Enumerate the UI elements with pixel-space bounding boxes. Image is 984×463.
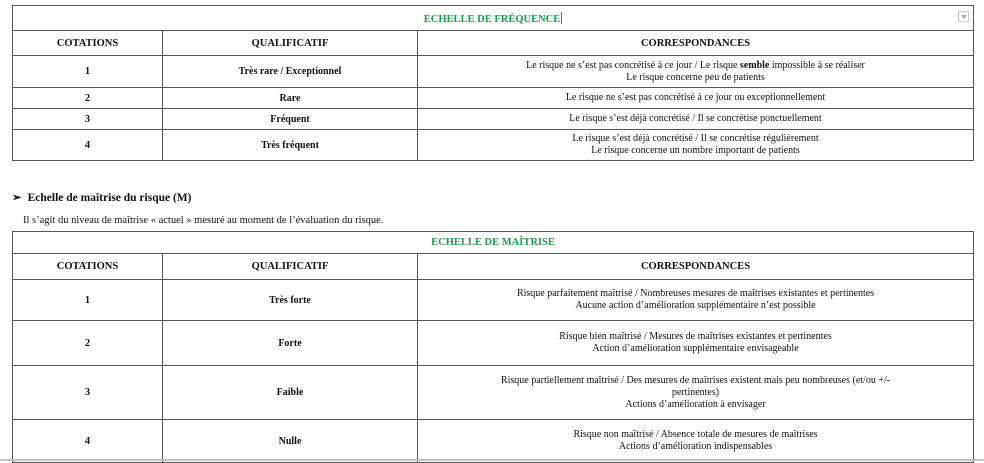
header-correspondances: CORRESPONDANCES [418,254,974,280]
header-cotations: COTATIONS [13,254,163,280]
chevron-down-icon[interactable] [958,11,969,22]
header-correspondances: CORRESPONDANCES [418,31,974,56]
mastery-table [12,231,974,463]
frequency-table-title: ECHELLE DE FRÉQUENCE [423,13,561,25]
cotation-cell: 3 [13,109,163,130]
correspondance-line: Risque bien maîtrisé / Mesures de maîtrises existantes et pertinentes [559,331,832,342]
table-row [13,130,974,161]
qualificatif-cell: Très rare / Exceptionnel [163,56,418,88]
cotation-cell: 1 [13,56,163,88]
correspondance-line: Le risque concerne un nombre important de patients [591,145,800,156]
qualificatif-cell: Faible [163,366,418,420]
table-row [13,56,974,88]
cotation-cell: 4 [13,420,163,463]
frequency-table [12,5,974,161]
correspondance-cell [418,109,974,130]
correspondance-line: Actions d’amélioration à envisager [625,398,766,410]
correspondance-line: Le risque s’est déjà concrétisé / Il se concrétise régulièrement [572,133,819,144]
correspondance-line: pertinentes) [671,386,720,398]
section-heading-text: Echelle de maîtrise du risque (M) [27,192,192,204]
correspondance-line: Actions d’amélioration indispensables [618,441,773,452]
header-qualificatif: QUALIFICATIF [163,254,418,280]
table-row [13,280,974,321]
frequency-table-title-cell[interactable] [13,6,974,31]
correspondance-cell [418,56,974,88]
table-row [13,321,974,366]
table-row [13,420,974,463]
cotation-cell: 1 [13,280,163,321]
section-heading [12,190,192,204]
correspondance-line: Risque partiellement maîtrisé / Des mesures de maîtrises existent mais peu nombreuses (et/ou +/- [500,374,891,386]
table-row [13,366,974,420]
qualificatif-cell: Forte [163,321,418,366]
header-cotations: COTATIONS [13,31,163,56]
correspondance-line: Le risque ne s’est pas concrétisé à ce jour / Le risque semble impossible à se réaliser [526,59,865,71]
correspondance-cell [418,366,974,420]
correspondance-line: Risque parfaitement maîtrisé / Nombreuses mesures de maîtrises existantes et pertinentes [516,288,875,299]
arrow-bullet-icon: ➢ [12,192,22,204]
correspondance-line: Action d’amélioration supplémentaire envisageable [592,343,799,354]
table-row [13,109,974,130]
qualificatif-cell: Très fréquent [163,130,418,161]
table-row [13,88,974,109]
correspondance-cell [418,130,974,161]
correspondance-cell [418,88,974,109]
correspondance-line: Risque non maîtrisé / Absence totale de mesures de maîtrises [573,429,818,440]
correspondance-cell [418,420,974,463]
cotation-cell: 2 [13,321,163,366]
qualificatif-cell: Très forte [163,280,418,321]
qualificatif-cell: Nulle [163,420,418,463]
correspondance-line: Le risque ne s’est pas concrétisé à ce jour ou exceptionnellement [565,92,826,103]
cotation-cell: 3 [13,366,163,420]
cotation-cell: 4 [13,130,163,161]
section-intro: Il s’agit du niveau de maîtrise « actuel » mesuré au moment de l’évaluation du risque. [23,215,384,226]
correspondance-line: Le risque concerne peu de patients [626,71,765,83]
cotation-cell: 2 [13,88,163,109]
qualificatif-cell: Fréquent [163,109,418,130]
text-cursor [561,12,562,24]
correspondance-line: Aucune action d’amélioration supplémentaire n’est possible [575,300,816,311]
correspondance-line: Le risque s’est déjà concrétisé / Il se concrétise ponctuellement [569,113,822,124]
correspondance-cell [418,321,974,366]
qualificatif-cell: Rare [163,88,418,109]
mastery-table-title: ECHELLE DE MAÎTRISE [13,232,974,254]
header-qualificatif: QUALIFICATIF [163,31,418,56]
correspondance-cell [418,280,974,321]
